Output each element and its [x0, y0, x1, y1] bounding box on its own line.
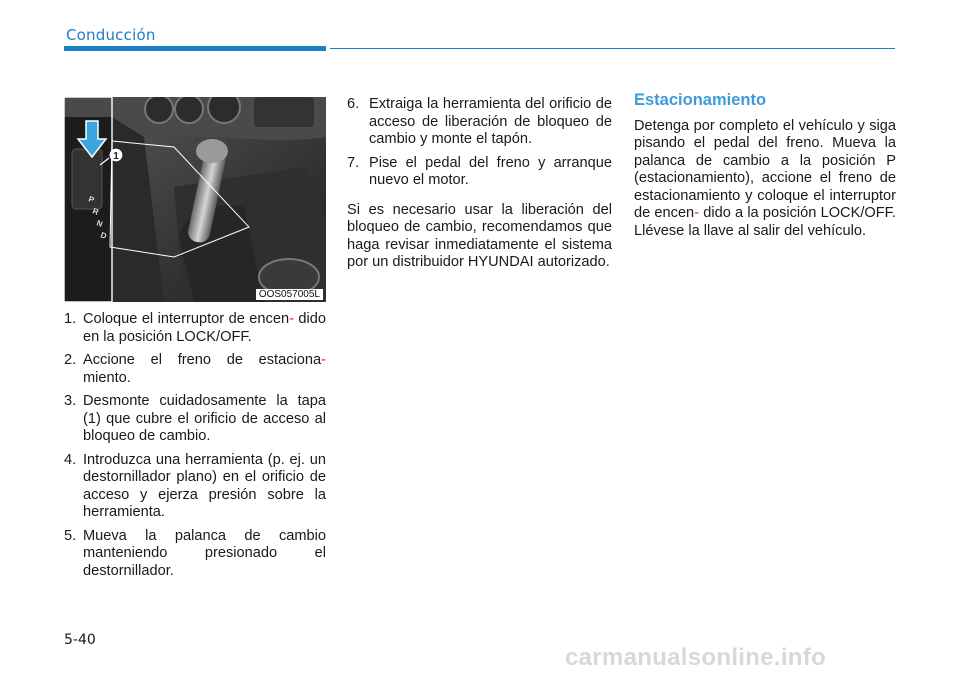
step-number: 1. [64, 311, 77, 327]
gear-letter-r: R [91, 206, 100, 217]
step-text: Desmonte cuidadosamente la tapa (1) que cubre el orificio de acceso al bloqueo de cambio. [83, 393, 326, 444]
notice-paragraph: Si es necesario usar la liberación del bloqueo de cambio, recomendamos que haga revisar inmediatamente el sistema por un distribuidor HYUNDAI autorizado. [347, 201, 612, 270]
step-text: Pise el pedal del freno y arranque nuevo el motor. [369, 154, 612, 188]
hyphen-mark: - [694, 205, 700, 221]
hyphen-mark: - [321, 352, 326, 368]
list-item [64, 352, 326, 387]
gear-letter-n: N [95, 218, 104, 229]
parking-paragraph [634, 118, 896, 241]
list-item [64, 311, 326, 346]
page-number: 5-40 [64, 632, 96, 648]
step-text: Extraiga la herramienta del orificio de acceso de liberación de bloqueo de cambio y monte el tapón. [369, 96, 612, 147]
column-1 [64, 311, 326, 586]
header-rule-thick [64, 46, 326, 51]
step-text-cont: miento. [83, 369, 131, 386]
gear-letter-p: P [87, 194, 96, 205]
column-3 [634, 92, 896, 240]
photo-callout-number: 1 [113, 151, 119, 162]
section-title: Conducción [66, 26, 156, 44]
step-number: 3. [64, 393, 77, 409]
step-text: Introduzca una herramienta (p. ej. un destornillador plano) en el orificio de acceso y ejerza presión sobre la herramienta. [83, 451, 326, 520]
list-item [64, 452, 326, 522]
step-text-cont: dido en la posición LOCK/OFF. [83, 311, 326, 345]
step-number: 2. [64, 352, 77, 368]
steps-list-1 [64, 311, 326, 580]
step-number: 7. [347, 154, 360, 171]
step-text: Mueva la palanca de cambio manteniendo presionado el destornillador. [83, 527, 326, 579]
gear-shift-photo [64, 97, 326, 302]
step-number: 6. [347, 96, 360, 112]
step-text: Coloque el interruptor de encen [83, 311, 290, 327]
list-item [347, 155, 612, 190]
parking-text-cont: dido a la posición LOCK/OFF. Llévese la llave al salir del vehículo. [634, 205, 896, 239]
list-item [64, 528, 326, 581]
step-number: 4. [64, 451, 77, 468]
header-rule-thin [330, 48, 895, 49]
watermark: carmanualsonline.info [565, 644, 827, 671]
parking-text: Detenga por completo el vehículo y siga pisando el pedal del freno. Mueva la palanca de cambio a la posición P (estacionamiento), accione el freno de estacionamiento y coloque el interruptor de encen [634, 117, 896, 221]
section-heading: Estacionamiento [634, 91, 767, 109]
step-text: Accione el freno de estaciona [83, 352, 322, 368]
column-2 [347, 96, 612, 286]
hyphen-mark: - [289, 311, 294, 327]
steps-list-2 [347, 96, 612, 190]
list-item [347, 96, 612, 149]
gear-letter-d: D [99, 230, 108, 241]
list-item [64, 393, 326, 446]
step-number: 5. [64, 527, 77, 544]
photo-code: OOS057005L [256, 289, 323, 300]
